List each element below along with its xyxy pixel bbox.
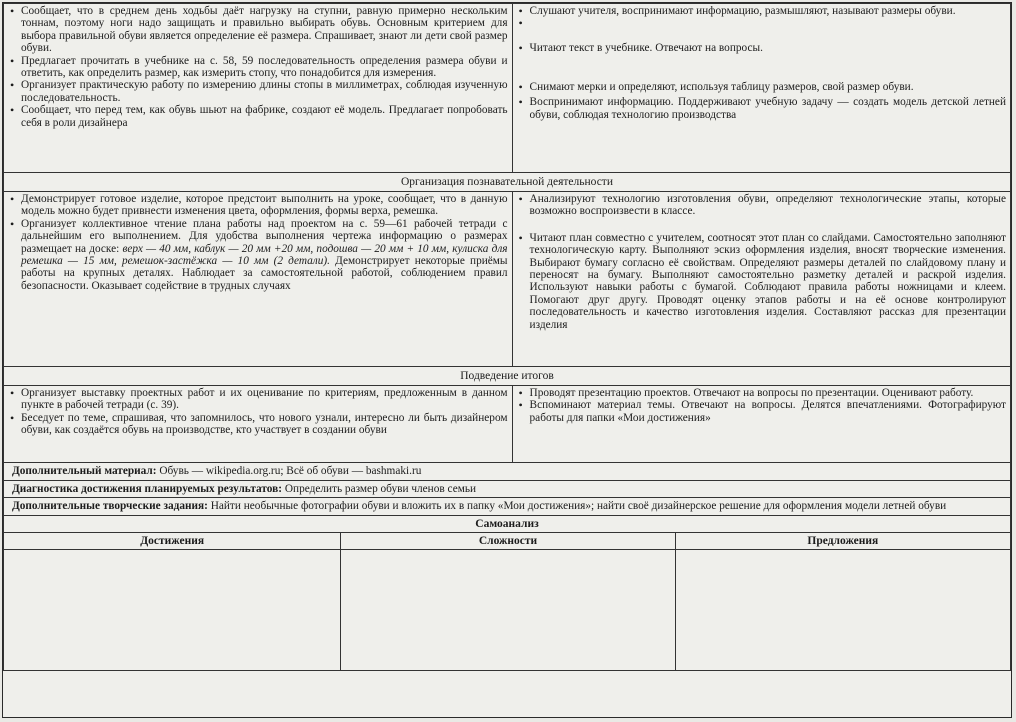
list-item: • Проводят презентацию проектов. Отвечают на вопросы по презентации. Оценивают работу. xyxy=(530,387,1006,399)
section-header-row xyxy=(4,367,1011,386)
list-item: • Предлагает прочитать в учебнике на с. 58, 59 последовательность определения размера обуви и ответить, как определить размер, как измерить стопу, что понадобится для измерения. xyxy=(21,55,508,80)
list-item: • Беседует по теме, спрашивая, что запомнилось, что нового узнали, интересно ли быть дизайнером обуви, как создаётся обувь на производстве, кто участвует в создании обуви xyxy=(21,412,508,437)
self-analysis-title-row xyxy=(4,515,1011,532)
list-item: • Анализируют технологию изготовления обуви, определяют технологические этапы, которые возможно воспроизвести в классе. xyxy=(530,193,1006,218)
section-title: Организация познавательной деятельности xyxy=(4,173,1011,192)
extra-material-text: Обувь — wikipedia.org.ru; Всё об обуви — bashmaki.ru xyxy=(159,465,422,477)
list-item: • Демонстрирует готовое изделие, которое предстоит выполнить на уроке, сообщает, что в данную модель можно будет привнести изменения цвета, оформления, формы верха, ремешка. xyxy=(21,193,508,218)
difficulties-cell xyxy=(341,549,675,670)
list-item: • Снимают мерки и определяют, используя таблицу размеров, свой размер обуви. xyxy=(530,81,1006,93)
list-item: • Читают план совместно с учителем, соотносят этот план со слайдами. Самостоятельно заполняют технологическую карту. Выполняют эскиз оформления изделия, вносят творческие изменения. Выбирают бумагу согласно её свойствам. Определяют размеры деталей по слайдовому плану и переносят на бумагу. Выполняют самостоятельно разметку деталей и раскрой изделия. Используют навыки работы с бумагой. Соблюдают правила работы ножницами и клеем. Помогают друг другу. Проводят оценку этапов работы и на её основе контролируют последовательность и качество изготовления изделия. Составляют рассказ для презентации изделия xyxy=(530,232,1006,331)
self-analysis-blank-row xyxy=(4,549,1011,670)
column-header-suggestions: Предложения xyxy=(675,532,1010,549)
lesson-plan-sheet xyxy=(2,2,1012,718)
list-item-text: Демонстрирует некоторые приёмы работы на крупных деталях. Наблюдает за самостоятельной работой, соблюдением правил безопасности. Оказывает содействие в трудных случаях xyxy=(21,255,508,292)
list-item: • Сообщает, что перед тем, как обувь шьют на фабрике, создают её модель. Предлагает попробовать себя в роли дизайнера xyxy=(21,104,508,129)
creative-tasks-row xyxy=(4,498,1011,516)
column-header-achievements: Достижения xyxy=(4,532,341,549)
list-item: • Слушают учителя, воспринимают информацию, размышляют, называют размеры обуви. xyxy=(530,5,1006,17)
section-header-row xyxy=(4,173,1011,192)
self-analysis-title: Самоанализ xyxy=(4,515,1011,532)
creative-tasks-label: Дополнительные творческие задания: xyxy=(12,500,208,513)
section-title: Подведение итогов xyxy=(4,367,1011,386)
list-item: • Вспоминают материал темы. Отвечают на вопросы. Делятся впечатлениями. Фотографируют работы для папки «Мои достижения» xyxy=(530,399,1006,424)
list-item: • Воспринимают информацию. Поддерживают учебную задачу — создать модель детской летней обуви, соблюдая технологию производства xyxy=(530,96,1006,121)
lesson-plan-table xyxy=(3,3,1011,516)
achievements-cell xyxy=(4,549,341,670)
block-1-row xyxy=(4,4,1011,173)
list-item xyxy=(21,218,508,292)
extra-material-row xyxy=(4,463,1011,481)
list-item: • Организует практическую работу по измерению длины стопы в миллиметрах, соблюдая изученную последовательность. xyxy=(21,79,508,104)
creative-tasks-text: Найти необычные фотографии обуви и вложить их в папку «Мои достижения»; найти своё дизайнерское решение для оформления модели летней обуви xyxy=(210,500,947,513)
list-item: • Читают текст в учебнике. Отвечают на вопросы. xyxy=(530,42,1006,54)
list-item-text: Организует коллективное чтение плана работы над проектом на с. 59—61 рабочей тетради с дальнейшим его выполнением. Для удобства выполнения чертежа информацию о размерах размещает на доске: xyxy=(21,217,508,255)
teacher-activity-cell xyxy=(4,4,513,173)
self-analysis-table xyxy=(3,515,1011,671)
list-item: • Организует выставку проектных работ и их оценивание по критериям, предложенным в данном пункте в рабочей тетради (с. 39). xyxy=(21,387,508,412)
block-2-row xyxy=(4,192,1011,367)
diagnostics-row xyxy=(4,480,1011,498)
teacher-activity-cell xyxy=(4,386,513,463)
student-activity-cell xyxy=(512,4,1010,173)
suggestions-cell xyxy=(675,549,1010,670)
block-3-row xyxy=(4,386,1011,463)
diagnostics-text: Определить размер обуви членов семьи xyxy=(284,482,477,495)
student-activity-cell xyxy=(512,386,1010,463)
extra-material-label: Дополнительный материал: xyxy=(12,465,157,477)
self-analysis-columns-row xyxy=(4,532,1011,549)
student-activity-cell xyxy=(512,192,1010,367)
column-header-difficulties: Сложности xyxy=(341,532,675,549)
list-item: • Сообщает, что в среднем день ходьбы даёт нагрузку на ступни, равную примерно нескольким тоннам, поэтому ноги надо защищать и правильно выбирать обувь. Основным критерием для выбора правильной обуви является определение её размера. Спрашивает, знают ли дети свой размер обуви. xyxy=(21,5,508,55)
diagnostics-label: Диагностика достижения планируемых результатов: xyxy=(12,482,283,495)
size-details: верх — 40 мм, каблук — 20 мм +20 мм, подошва — 20 мм + 10 мм, кулиска для ремешка — 15 мм, ремешок-застёжка — 10 мм (2 детали). xyxy=(21,242,508,268)
teacher-activity-cell xyxy=(4,192,513,367)
